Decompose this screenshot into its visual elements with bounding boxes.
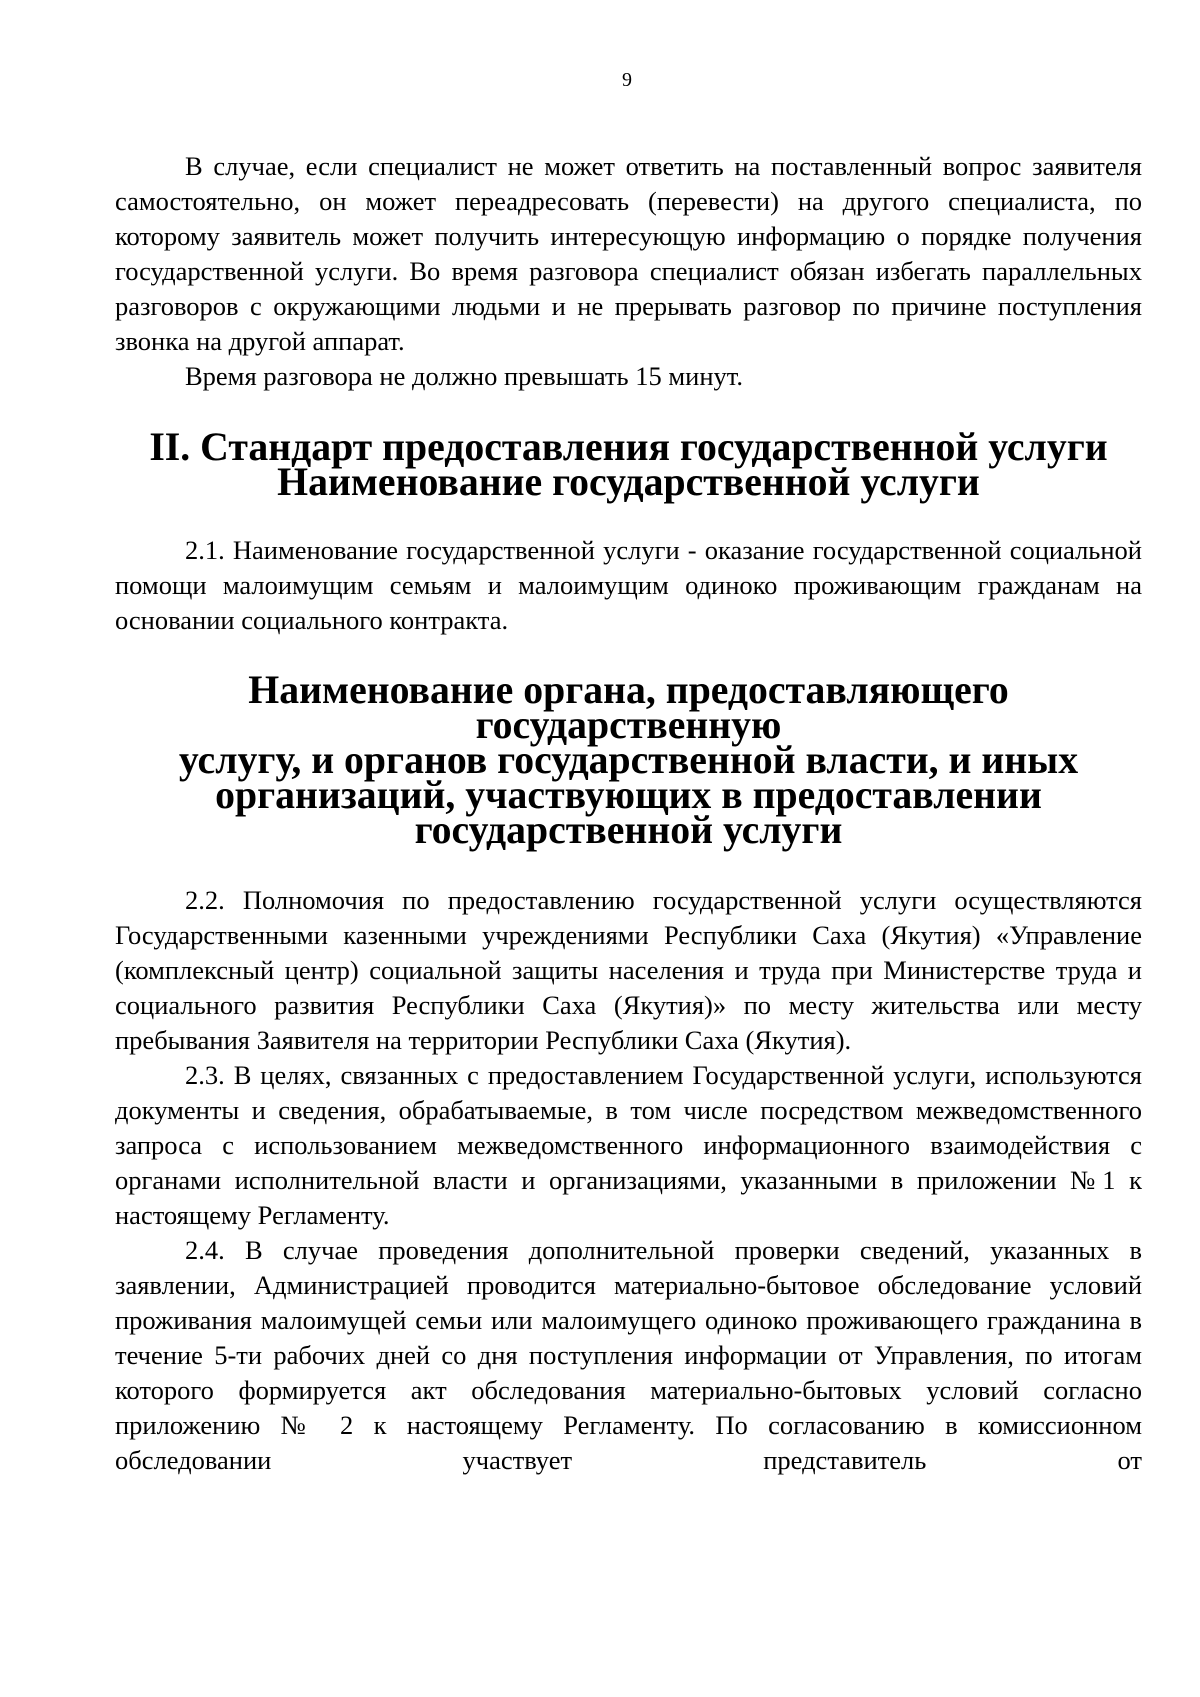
section-heading-line: II. Стандарт предоставления государственной услуги [149, 425, 1108, 469]
paragraph-2-2: 2.2. Полномочия по предоставлению государственной услуги осуществляются Государственными казенными учреждениями Республики Саха (Якутия) «Управление (комплексный центр) социальной защиты населения и труда при Министерстве труда и социального развития Республики Саха (Якутия)» по месту жительства или месту пребывания Заявителя на территории Республики Саха (Якутия). [115, 885, 1142, 1055]
paragraph-2-4: 2.4. В случае проведения дополнительной проверки сведений, указанных в заявлении, Администрацией проводится материально-бытовое обследование условий проживания малоимущей семьи или малоимущего одиноко проживающего гражданина в течение 5-ти рабочих дней со дня поступления информации от Управления, по итогам которого формируется акт обследования материально-бытовых условий согласно приложению № 2 к настоящему Регламенту. По согласованию в комиссионном обследовании участвует представитель от [115, 1235, 1142, 1475]
paragraph-call-duration: Время разговора не должно превышать 15 минут. [185, 361, 743, 391]
document-body [115, 149, 1142, 1478]
paragraph-2-3: 2.3. В целях, связанных с предоставлением Государственной услуги, используются документы и сведения, обрабатываемые, в том числе посредством межведомственного запроса с использованием межведомственного информационного взаимодействия с органами исполнительной власти и организациями, указанными в приложении №1 к настоящему Регламенту. [115, 1060, 1142, 1230]
heading-line: организаций, участвующих в предоставлении [215, 773, 1042, 817]
section-heading-organ [115, 668, 1142, 852]
heading-line: Наименование органа, предоставляющего государственную [248, 668, 1009, 747]
paragraph-consultation: В случае, если специалист не может ответить на поставленный вопрос заявителя самостоятельно, он может переадресовать (перевести) на другого специалиста, по которому заявитель может получить интересующую информацию о порядке получения государственной услуги. Во время разговора специалист обязан избегать параллельных разговоров с окружающими людьми и не прерывать разговор по причине поступления звонка на другой аппарат. [115, 151, 1142, 356]
heading-line: государственной услуги [414, 808, 843, 852]
page-number: 9 [622, 69, 632, 91]
heading-line: услугу, и органов государственной власти, и иных [178, 738, 1079, 782]
section-heading-standard [115, 425, 1142, 504]
paragraph-2-1: 2.1. Наименование государственной услуги - оказание государственной социальной помощи малоимущим семьям и малоимущим одиноко проживающим гражданам на основании социального контракта. [115, 535, 1142, 635]
section-subheading-line: Наименование государственной услуги [277, 460, 980, 504]
